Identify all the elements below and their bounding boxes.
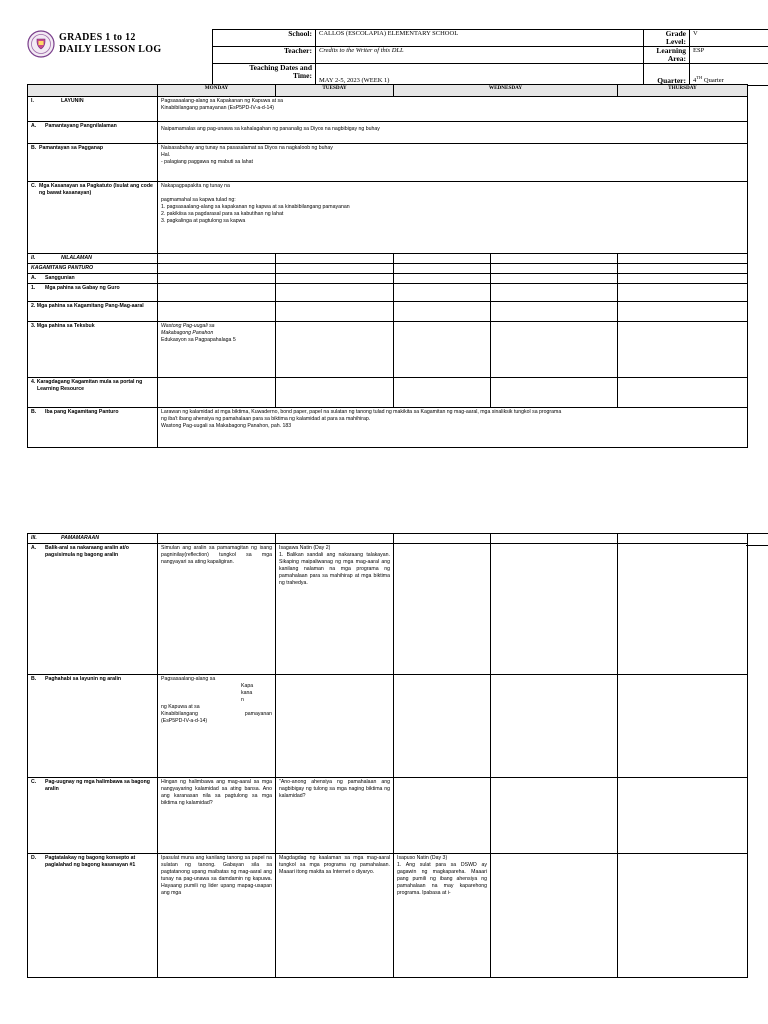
- row-label-pamamaraan: [28, 534, 158, 544]
- cell-empty: [491, 284, 618, 302]
- cell-empty: [276, 254, 394, 264]
- school-label: School:: [213, 30, 316, 47]
- row-label-karagdagang-kagamitan: 4. Karagdagang Kagamitan mula sa portal ng Learning Resource: [28, 378, 158, 408]
- quarter-suffix-sup: TH: [696, 74, 703, 80]
- pag-uugnay-tuesday: "Ano-anong ahensiya ng pamahalaan ang nagbibigay ng tulong sa mga naging biktima ng kalamidad?: [276, 778, 394, 854]
- teksbuk-line3: Edukasyon sa Pagpapahalaga 5: [161, 337, 236, 343]
- row-label-paghahabi: [28, 675, 158, 778]
- quarter-suffix: Quarter: [702, 77, 724, 84]
- cell-empty: [491, 544, 618, 675]
- section-label: NILALAMAN: [61, 255, 92, 261]
- iba-pang-kagamitan-text: [158, 408, 748, 448]
- pamantayan-sa-pagganap-text: Naisasabuhay ang tunay na pasasalamat sa Diyos na nagkaloob ng buhay Hal. - palagiang paggawa ng mabuti sa lahat: [158, 144, 748, 182]
- cell-empty: [158, 302, 276, 322]
- dll-table-page1: [27, 84, 748, 448]
- cell-empty: [158, 264, 276, 274]
- cell-empty: [158, 534, 276, 544]
- cell-empty: [394, 322, 491, 378]
- cell-empty: [394, 284, 491, 302]
- row-label-nilalaman: [28, 254, 158, 264]
- section-label: Sanggunian: [45, 275, 75, 281]
- paghahabi-word: Kapakanan: [241, 683, 254, 703]
- section-number: I.: [31, 98, 34, 104]
- cell-empty: [491, 274, 618, 284]
- cell-empty: [491, 778, 618, 854]
- cell-empty: [394, 274, 491, 284]
- cell-empty: [394, 254, 491, 264]
- pagtatalakay-tuesday: Magdagdag ng kaalaman sa mga mag-aaral tungkol sa mga programa ng pamahalaan. Maaari itong makita sa Internet o diyaryo.: [276, 854, 394, 978]
- iba-pang-line3: Wastong Pag-uugali sa Makabagong Panahon, pah. 183: [161, 423, 292, 429]
- cell-empty: [158, 274, 276, 284]
- dll-table-page2: [27, 533, 748, 978]
- row-label-mga-kasanayan: [28, 182, 158, 254]
- cell-empty: [394, 378, 491, 408]
- cell-empty: [618, 378, 748, 408]
- pagtatalakay-wednesday: Isapuso Natin (Day 3) 1. Ang sulat para sa DSWD ay gagawin ng magkapareha. Maaari pang pumili ng ibang ahensiya ng pamahalaan na may kaparehong programa. Ipabasa at i-: [394, 854, 491, 978]
- day-header-tuesday: TUESDAY: [276, 85, 394, 97]
- teaching-dates-value: MAY 2-5, 2023 (WEEK 1): [316, 64, 644, 86]
- paghahabi-monday: [158, 675, 276, 778]
- section-label: Mga pahina sa Gabay ng Guro: [45, 285, 120, 291]
- row-label-kagamitang-mag-aaral: 2. Mga pahina sa Kagamitang Pang-Mag-aaral: [28, 302, 158, 322]
- iba-pang-line2: ng iba't ibang ahensiya ng pamahalaan para sa biktima ng kalamidad at para sa mahihirap.: [161, 416, 371, 422]
- cell-empty: [618, 534, 748, 544]
- balik-aral-monday: Simulan ang aralin sa pamamagitan ng isang pagninilay(reflection) tungkol sa mga nangyayari sa ating kapaligiran.: [158, 544, 276, 675]
- cell-empty: [158, 284, 276, 302]
- cell-empty: [276, 274, 394, 284]
- teaching-dates-label-line2: Time:: [292, 71, 312, 80]
- cell-empty: [618, 264, 748, 274]
- section-number: A.: [31, 275, 37, 281]
- section-label: Pag-uugnay ng mga halimbawa sa bagong aralin: [45, 779, 150, 792]
- header-title-line2: DAILY LESSON LOG: [59, 44, 162, 55]
- cell-empty: [618, 322, 748, 378]
- cell-empty: [491, 534, 618, 544]
- cell-empty: [618, 254, 748, 264]
- cell-empty: [276, 378, 394, 408]
- school-value: CALLOS (ESCOLAPIA) ELEMENTARY SCHOOL: [316, 30, 644, 47]
- cell-empty: [491, 264, 618, 274]
- cell-empty: [276, 534, 394, 544]
- section-label: Paghahabi sa layunin ng aralin: [45, 676, 122, 682]
- cell-empty: [618, 544, 748, 675]
- teksbuk-line1: Wastong Pag-uugali sa: [161, 323, 215, 329]
- cell-empty: [491, 378, 618, 408]
- teksbuk-monday: [158, 322, 276, 378]
- section-number: A.: [31, 123, 37, 129]
- cell-empty: [618, 778, 748, 854]
- cell-empty: [618, 284, 748, 302]
- quarter-number: 4: [693, 77, 697, 84]
- section-label: Pamantayan sa Pagganap: [39, 145, 104, 151]
- grade-level-value: V: [690, 30, 768, 47]
- section-number: B.: [31, 409, 37, 415]
- paghahabi-line3: Kinabibilangang pamayanan: [161, 711, 272, 717]
- section-number: A.: [31, 545, 37, 551]
- cell-empty: [158, 254, 276, 264]
- cell-empty: [491, 254, 618, 264]
- row-label-pagtatalakay: [28, 854, 158, 978]
- cell-empty: [394, 675, 491, 778]
- balik-aral-tuesday: Isagawa Natin (Day 2) 1. Balikan sandali ang nakaraang talakayan. Sikaping maipaliwanag ng mga mag-aaral ang kanilang nalaman na mga programa ng pamahalaan para sa mahihirap at mga biktima ng trahedya.: [276, 544, 394, 675]
- layunin-line2: Kinabibilangang pamayanan (EsP5PD-IV-a-d-14): [161, 105, 275, 111]
- day-header-monday: MONDAY: [158, 85, 276, 97]
- row-label-pamantayang-pangnilalaman: [28, 122, 158, 144]
- quarter-label: Quarter:: [644, 64, 690, 86]
- cell-empty: [618, 854, 748, 978]
- teaching-dates-label: [213, 64, 316, 86]
- learning-area-value: ESP: [690, 47, 768, 64]
- cell-empty: [491, 302, 618, 322]
- row-label-teksbuk: 3. Mga pahina sa Teksbuk: [28, 322, 158, 378]
- mga-kasanayan-text: Nakapagpapakita ng tunay na pagmamahal sa kapwa tulad ng: 1. pagsasaalang-alang sa kapakanan ng kapwa at sa kinabibilangang pamayanan 2. pakikiisa sa pagdarasal para sa kabutihan ng lahat 3. pagkalinga at pagtulong sa kapwa: [158, 182, 748, 254]
- grade-level-label: Grade Level:: [644, 30, 690, 47]
- layunin-line1: Pagsasaalang-alang sa Kapakanan ng Kapuwa at sa: [161, 98, 283, 104]
- cell-empty: [491, 675, 618, 778]
- cell-empty: [394, 302, 491, 322]
- cell-empty: [491, 322, 618, 378]
- deped-seal-icon: [27, 30, 55, 58]
- section-number: III.: [31, 535, 37, 541]
- row-label-balik-aral: [28, 544, 158, 675]
- pamantayang-pangnilalaman-text: Naipamamalas ang pag-unawa sa kahalagahan ng pananalig sa Diyos na nagbibigay ng buhay: [158, 122, 748, 144]
- layunin-text: [158, 97, 748, 122]
- teacher-value: Credits to the Writer of this DLL: [316, 47, 644, 64]
- section-label: Balik-aral sa nakaraang aralin at/o pagsisimula ng bagong aralin: [45, 545, 129, 558]
- section-number: B.: [31, 145, 37, 151]
- iba-pang-line1: Larawan ng kalamidad at mga biktima, Kuwaderno, bond paper, papel na sulatan ng tanong tulad ng makikita sa Kagamitan ng mag-aaral, mga sinaliksik tungkol sa programa: [161, 409, 562, 415]
- section-number: C.: [31, 183, 37, 189]
- section-number: II.: [31, 255, 36, 261]
- row-label-gabay-ng-guro: [28, 284, 158, 302]
- row-label-sanggunian: [28, 274, 158, 284]
- teaching-dates-label-line1: Teaching Dates and: [249, 63, 312, 72]
- row-label-pamantayan-sa-pagganap: [28, 144, 158, 182]
- day-header-thursday: THURSDAY: [618, 85, 748, 97]
- paghahabi-line2: ng Kapuwa at sa: [161, 704, 200, 710]
- learning-area-label: Learning Area:: [644, 47, 690, 64]
- corner-cell: [28, 85, 158, 97]
- cell-empty: [276, 264, 394, 274]
- cell-empty: [618, 302, 748, 322]
- header-info-table: [212, 29, 768, 86]
- section-number: D.: [31, 855, 37, 861]
- pag-uugnay-monday: Hingan ng halimbawa ang mag-aaral sa mga nangyayaring kalamidad sa ating bansa. Ano ang karanasan nila sa pagtulong sa mga biktima ng kalamidad?: [158, 778, 276, 854]
- section-label: Pagtatalakay ng bagong konsepto at paglalahad ng bagong kasanayan #1: [45, 855, 136, 868]
- section-label: Pamantayang Pangnilalaman: [45, 123, 117, 129]
- paghahabi-line1: Pagsasaalang-alang sa: [161, 676, 216, 682]
- cell-empty: [491, 854, 618, 978]
- teacher-label: Teacher:: [213, 47, 316, 64]
- section-number: C.: [31, 779, 37, 785]
- row-label-layunin: [28, 97, 158, 122]
- cell-empty: [618, 675, 748, 778]
- cell-empty: [276, 322, 394, 378]
- cell-empty: [394, 264, 491, 274]
- table-edge-overflow: [746, 533, 768, 546]
- cell-empty: [158, 378, 276, 408]
- day-header-wednesday: WEDNESDAY: [394, 85, 618, 97]
- row-label-kagamitang-panturo: KAGAMITANG PANTURO: [28, 264, 158, 274]
- row-label-iba-pang-kagamitan: [28, 408, 158, 448]
- section-number: B.: [31, 676, 37, 682]
- cell-empty: [394, 544, 491, 675]
- cell-empty: [276, 284, 394, 302]
- row-label-pag-uugnay: [28, 778, 158, 854]
- cell-empty: [618, 274, 748, 284]
- cell-empty: [276, 302, 394, 322]
- section-label: LAYUNIN: [61, 98, 84, 104]
- cell-empty: [276, 675, 394, 778]
- quarter-value: [690, 64, 768, 86]
- pagtatalakay-monday: Ipasulat muna ang kanilang tanong sa papel na sulatan ng tanong. Gabayan sila sa pagtatanong upang maibatas ng mag-aaral ang tunay na pag-unawa sa damdamin ng kapuwa. Hayaang pumili ng lider upang mapag-usapan ang mga: [158, 854, 276, 978]
- cell-empty: [394, 534, 491, 544]
- section-label: Mga Kasanayan sa Pagkatuto (Isulat ang code ng bawat kasanayan): [39, 183, 153, 196]
- section-number: 1.: [31, 285, 36, 291]
- header-title-line1: GRADES 1 to 12: [59, 32, 136, 43]
- teksbuk-line2: Makabagong Panahon: [161, 330, 214, 336]
- section-label: Iba pang Kagamitang Panturo: [45, 409, 119, 415]
- paghahabi-line4: (EsP5PD-IV-a-d-14): [161, 718, 208, 724]
- section-label: PAMAMARAAN: [61, 535, 99, 541]
- cell-empty: [394, 778, 491, 854]
